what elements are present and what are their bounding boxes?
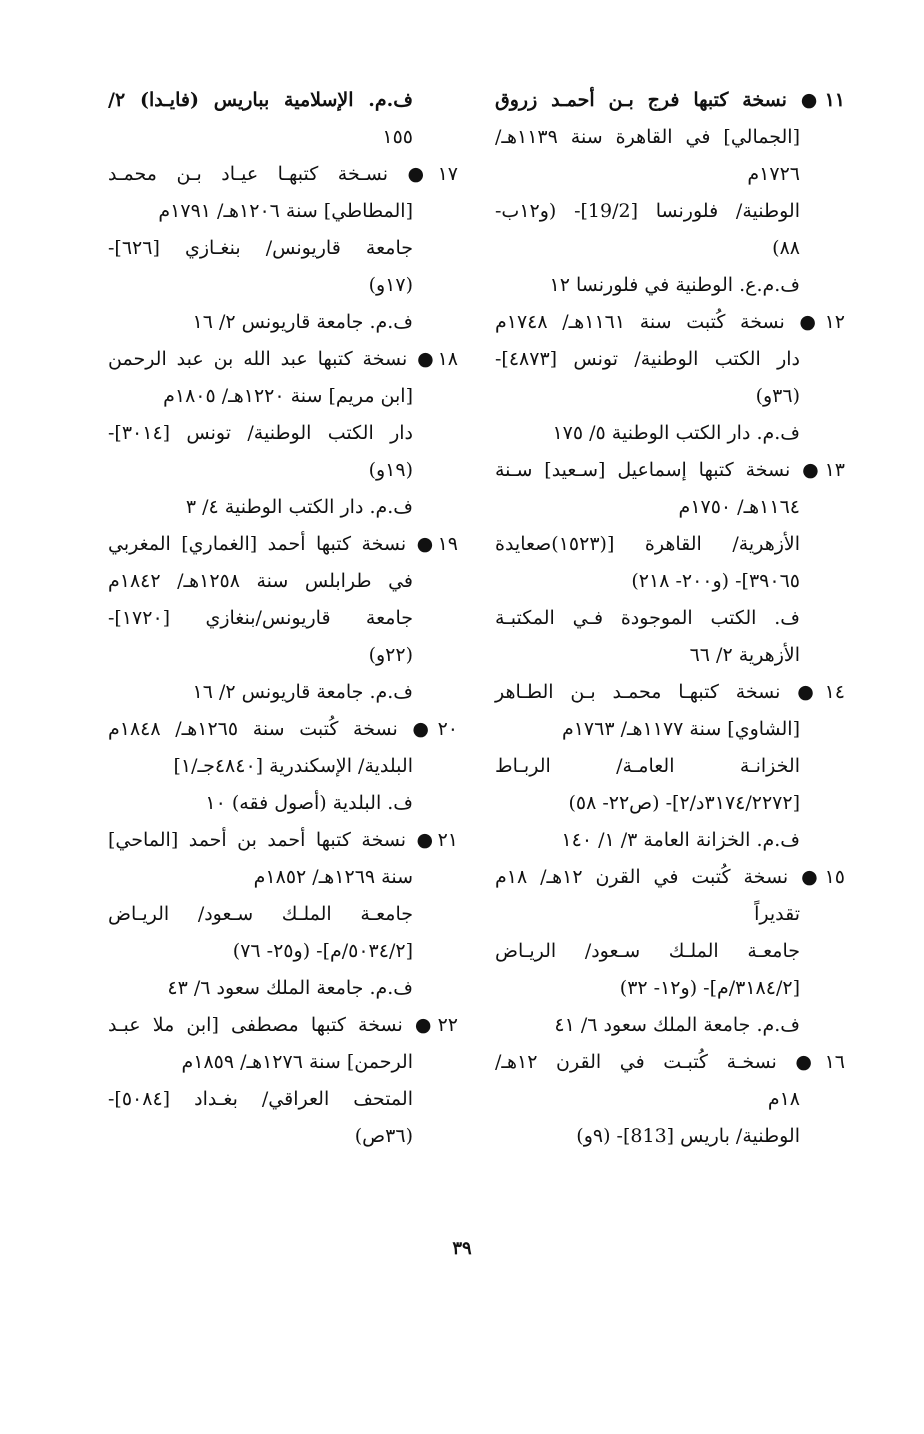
entry-18-line-2: [ابن مريم] سنة ١٢٢٠هـ/ ١٨٠٥م bbox=[163, 385, 413, 407]
entry-16-line-3: الوطنية/ باريس [813]- (٩و) bbox=[576, 1125, 800, 1147]
entry-14-line-4: [٣١٧٤/٢٢٧٢د/٢]- (ص٢٢- ٥٨) bbox=[568, 792, 800, 814]
entry-18-reference: ف.م. دار الكتب الوطنية ٤/ ٣ bbox=[185, 496, 413, 518]
entry-18-line-4: (١٩و) bbox=[368, 459, 413, 481]
entry-11-line-1: ١١● نسخة كتبها فرج بـن أحمـد زروق bbox=[495, 89, 845, 111]
entry-19-line-1: ١٩● نسخة كتبها أحمد [الغماري] المغربي bbox=[108, 533, 458, 555]
entry-17-line-3: جامعة قاريونس/ بنغـازي [٦٢٦]- bbox=[108, 237, 413, 259]
entry-17-line-4: (١٧و) bbox=[368, 274, 413, 296]
right-column bbox=[495, 82, 845, 1155]
entry-17-line-2: [المطاطي] سنة ١٢٠٦هـ/ ١٧٩١م bbox=[158, 200, 413, 222]
entry-15-line-1: ١٥● نسخة كُتبت في القرن ١٢هـ/ ١٨م bbox=[495, 866, 846, 888]
entry-16-reference-1: ف.م. الإسلامية بباريس (فايـدا) ٢/ bbox=[108, 89, 413, 111]
entry-11-line-2: [الجمالي] في القاهرة سنة ١١٣٩هـ/ bbox=[495, 126, 800, 148]
entry-11-line-3: ١٧٢٦م bbox=[747, 163, 800, 185]
entry-13-line-4: ٣٩٠٦٥]- (و٢٠٠- ٢١٨) bbox=[631, 570, 800, 592]
entry-20-line-1: ٢٠● نسخة كُتبت سنة ١٢٦٥هـ/ ١٨٤٨م bbox=[108, 718, 459, 740]
page-number: ٣٩ bbox=[452, 1238, 472, 1259]
entry-21-line-4: [٥٠٣٤/٢/م]- (و٢٥- ٧٦) bbox=[232, 940, 413, 962]
entry-13-reference-2: الأزهرية ٢/ ٦٦ bbox=[689, 644, 800, 666]
entry-17-reference: ف.م. جامعة قاريونس ٢/ ١٦ bbox=[192, 311, 413, 333]
entry-21-reference: ف.م. جامعة الملك سعود ٦/ ٤٣ bbox=[167, 977, 413, 999]
entry-20-reference: ف. البلدية (أصول فقه) ١٠ bbox=[205, 792, 413, 814]
entry-20-line-2: البلدية/ الإسكندرية [٤٨٤٠جـ/١] bbox=[173, 755, 413, 777]
entry-12-reference: ف.م. دار الكتب الوطنية ٥/ ١٧٥ bbox=[552, 422, 800, 444]
entry-11-line-5: ٨٨) bbox=[772, 237, 800, 259]
entry-22-line-2: الرحمن] سنة ١٢٧٦هـ/ ١٨٥٩م bbox=[181, 1051, 413, 1073]
entry-11-line-4: الوطنية/ فلورنسا [19/2]- (و١٢ب- bbox=[495, 200, 800, 222]
entry-17-line-1: ١٧● نسـخة كتبهـا عيـاد بـن محمـد bbox=[108, 163, 458, 185]
entry-21-line-1: ٢١● نسخة كتبها أحمد بن أحمد [الماحي] bbox=[108, 829, 458, 851]
entry-22-line-4: (٣٦ص) bbox=[354, 1125, 413, 1147]
entry-13-line-3: الأزهرية/ القاهرة [(١٥٢٣)صعايدة bbox=[495, 533, 800, 555]
entry-22-line-3: المتحف العراقي/ بغـداد [٥٠٨٤]- bbox=[108, 1088, 413, 1110]
entry-19-line-3: جامعة قاريونس/بنغازي [١٧٢٠]- bbox=[108, 607, 413, 629]
entry-13-line-1: ١٣● نسخة كتبها إسماعيل [سـعيد] سـنة bbox=[495, 459, 845, 481]
entry-19-reference: ف.م. جامعة قاريونس ٢/ ١٦ bbox=[192, 681, 413, 703]
entry-15-line-2: تقديراً bbox=[754, 903, 800, 925]
left-column bbox=[108, 82, 458, 1155]
entry-14-reference: ف.م. الخزانة العامة ٣/ ١/ ١٤٠ bbox=[561, 829, 800, 851]
entry-19-line-4: (٢٢و) bbox=[368, 644, 413, 666]
entry-11-reference: ف.م.ع. الوطنية في فلورنسا ١٢ bbox=[549, 274, 800, 296]
entry-14-line-2: [الشاوي] سنة ١١٧٧هـ/ ١٧٦٣م bbox=[561, 718, 800, 740]
entry-16-line-1: ١٦● نسخـة كُتبـت في القرن ١٢هـ/ bbox=[495, 1051, 845, 1073]
entry-12-line-1: ١٢● نسخة كُتبت سنة ١١٦١هـ/ ١٧٤٨م bbox=[495, 311, 846, 333]
entry-16-line-2: ١٨م bbox=[767, 1088, 800, 1110]
entry-15-reference: ف.م. جامعة الملك سعود ٦/ ٤١ bbox=[554, 1014, 800, 1036]
entry-21-line-2: سنة ١٢٦٩هـ/ ١٨٥٢م bbox=[253, 866, 413, 888]
entry-14-line-3: الخزانـة العامـة/ الربـاط bbox=[495, 755, 800, 777]
entry-13-reference-1: ف. الكتب الموجودة فـي المكتبـة bbox=[495, 607, 800, 629]
entry-21-line-3: جامعـة الملـك سـعود/ الريـاض bbox=[108, 903, 413, 925]
entry-19-line-2: في طرابلس سنة ١٢٥٨هـ/ ١٨٤٢م bbox=[108, 570, 413, 592]
entry-18-line-3: دار الكتب الوطنية/ تونس [٣٠١٤]- bbox=[108, 422, 413, 444]
entry-16-reference-2: ١٥٥ bbox=[382, 126, 413, 148]
entry-13-line-2: ١١٦٤هـ/ ١٧٥٠م bbox=[678, 496, 800, 518]
entry-12-line-2: دار الكتب الوطنية/ تونس [٤٨٧٣]- bbox=[495, 348, 800, 370]
entry-15-line-4: [٣١٨٤/٢/م]- (و١٢- ٣٢) bbox=[619, 977, 800, 999]
entry-14-line-1: ١٤● نسخة كتبهـا محمـد بـن الطـاهر bbox=[495, 681, 845, 703]
entry-18-line-1: ١٨● نسخة كتبها عبد الله بن عبد الرحمن bbox=[108, 348, 458, 370]
entry-15-line-3: جامعـة الملـك سـعود/ الريـاض bbox=[495, 940, 800, 962]
entry-12-line-3: (٣٦و) bbox=[755, 385, 800, 407]
entry-22-line-1: ٢٢● نسخة كتبها مصطفى [ابن ملا عبـد bbox=[108, 1014, 458, 1036]
